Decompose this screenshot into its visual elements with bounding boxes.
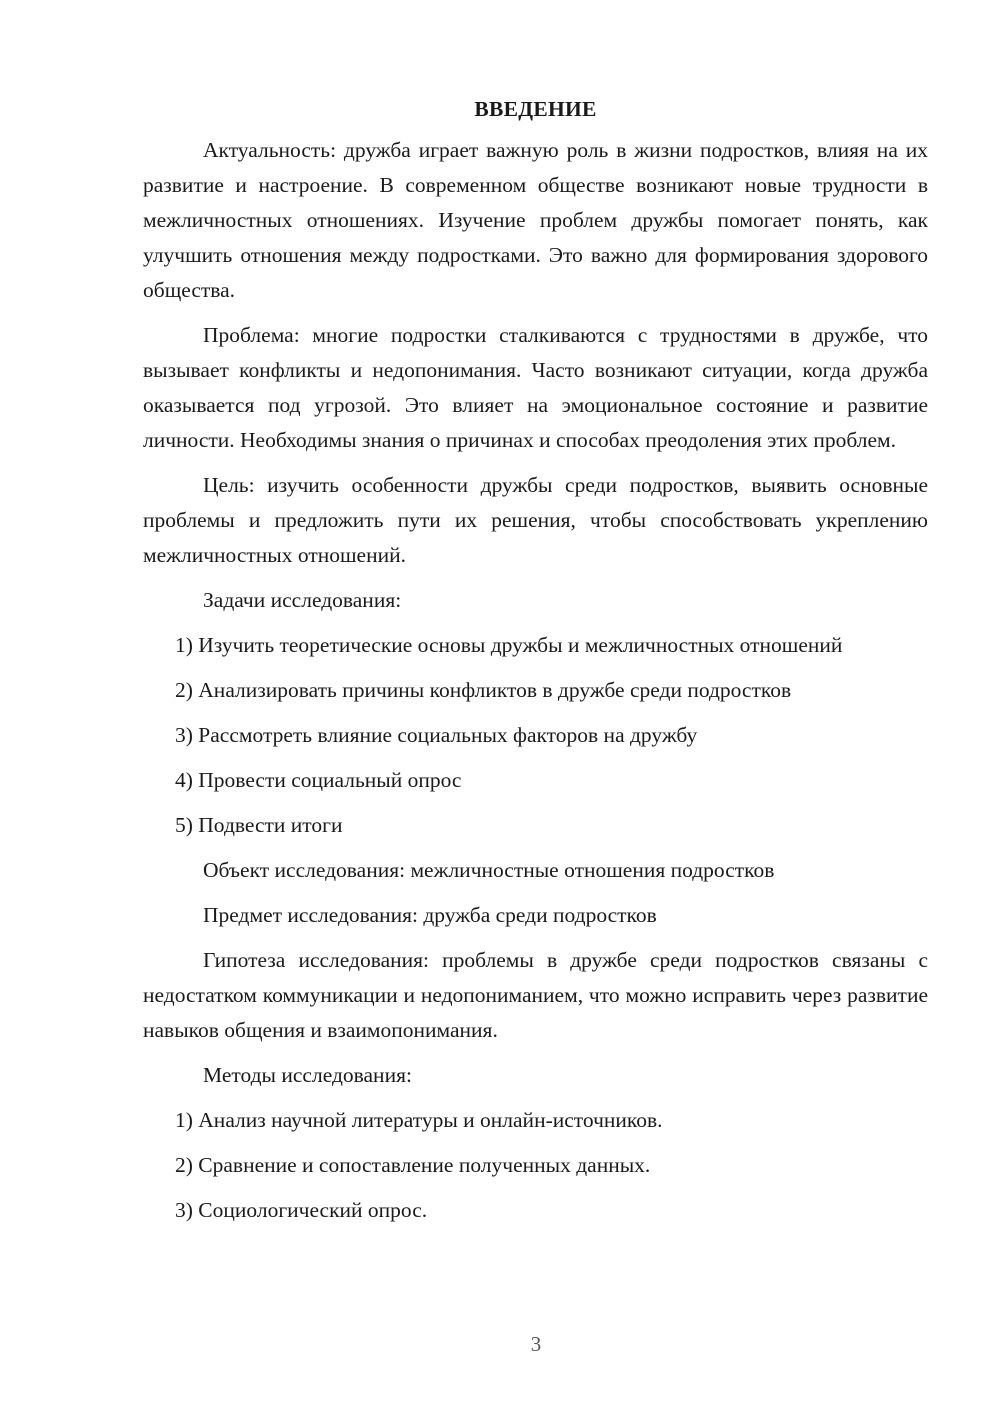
methods-heading: Методы исследования: xyxy=(203,1063,412,1087)
tasks-heading: Задачи исследования: xyxy=(203,588,402,612)
tasks-list xyxy=(143,628,928,843)
method-item: 1) Анализ научной литературы и онлайн-источников. xyxy=(175,1108,663,1132)
object-paragraph: Объект исследования: межличностные отношения подростков xyxy=(203,858,775,882)
document-page xyxy=(143,92,928,1238)
task-item: 3) Рассмотреть влияние социальных факторов на дружбу xyxy=(175,723,698,747)
section-title: ВВЕДЕНИЕ xyxy=(474,97,597,121)
relevance-paragraph: Актуальность: дружба играет важную роль в жизни подростков, влияя на их развитие и настроение. В современном обществе возникают новые трудности в межличностных отношениях. Изучение проблем дружбы помогает понять, как улучшить отношения между подростками. Это важно для формирования здорового общества. xyxy=(143,138,928,302)
task-item: 5) Подвести итоги xyxy=(175,813,343,837)
problem-paragraph: Проблема: многие подростки сталкиваются с трудностями в дружбе, что вызывает конфликты и недопонимания. Часто возникают ситуации, когда дружба оказывается под угрозой. Это влияет на эмоциональное состояние и развитие личности. Необходимы знания о причинах и способах преодоления этих проблем. xyxy=(143,323,928,452)
methods-list xyxy=(143,1103,928,1228)
subject-paragraph: Предмет исследования: дружба среди подростков xyxy=(203,903,657,927)
method-item: 2) Сравнение и сопоставление полученных данных. xyxy=(175,1153,651,1177)
goal-paragraph: Цель: изучить особенности дружбы среди подростков, выявить основные проблемы и предложить пути их решения, чтобы способствовать укреплению межличностных отношений. xyxy=(143,473,928,567)
hypothesis-paragraph: Гипотеза исследования: проблемы в дружбе среди подростков связаны с недостатком коммуникации и недопониманием, что можно исправить через развитие навыков общения и взаимопонимания. xyxy=(143,948,928,1042)
page-number: 3 xyxy=(530,1332,542,1356)
task-item: 4) Провести социальный опрос xyxy=(175,768,462,792)
task-item: 1) Изучить теоретические основы дружбы и межличностных отношений xyxy=(175,633,843,657)
method-item: 3) Социологический опрос. xyxy=(175,1198,428,1222)
task-item: 2) Анализировать причины конфликтов в дружбе среди подростков xyxy=(175,678,792,702)
